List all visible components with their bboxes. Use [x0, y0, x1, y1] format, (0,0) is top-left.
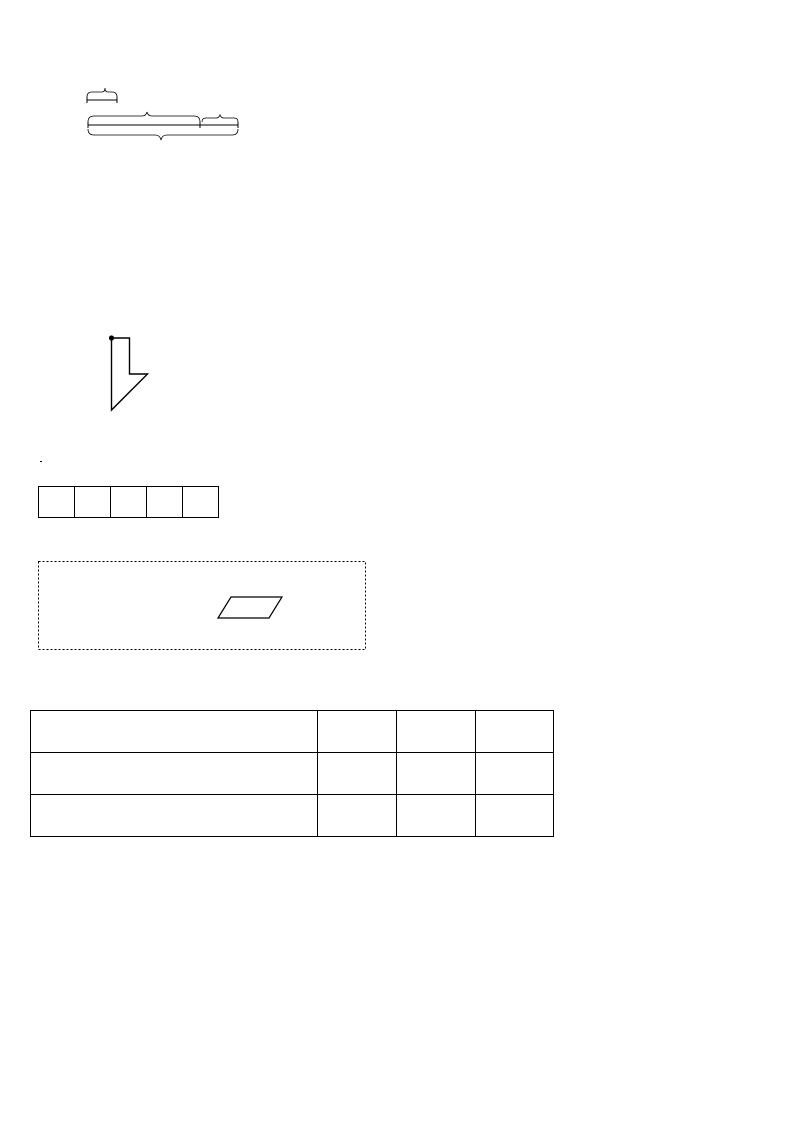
table-header-cell — [318, 711, 397, 753]
table-header-row — [31, 711, 554, 753]
table-cell — [31, 795, 318, 837]
table-row — [31, 795, 554, 837]
land-boxes — [38, 486, 220, 519]
table-cell — [318, 753, 397, 795]
dotted-grid — [38, 561, 368, 653]
bar-diagram — [80, 85, 250, 150]
fraction-numerator — [40, 461, 42, 462]
line-chart — [36, 920, 306, 1030]
table-cell — [397, 753, 476, 795]
table-row — [31, 753, 554, 795]
table-cell — [476, 753, 554, 795]
score-table — [30, 710, 554, 837]
table-cell — [318, 795, 397, 837]
point-o-dot — [109, 335, 114, 340]
table-header-cell — [397, 711, 476, 753]
table-header-cell — [31, 711, 318, 753]
question-26 — [38, 441, 44, 481]
parallelogram-abcd — [218, 597, 282, 618]
shape-b-outline — [112, 338, 148, 410]
table-header-cell — [476, 711, 554, 753]
fraction-three-fifths — [40, 461, 42, 462]
table-cell — [476, 795, 554, 837]
table-cell — [397, 795, 476, 837]
table-cell — [31, 753, 318, 795]
rotation-grid — [38, 282, 188, 427]
